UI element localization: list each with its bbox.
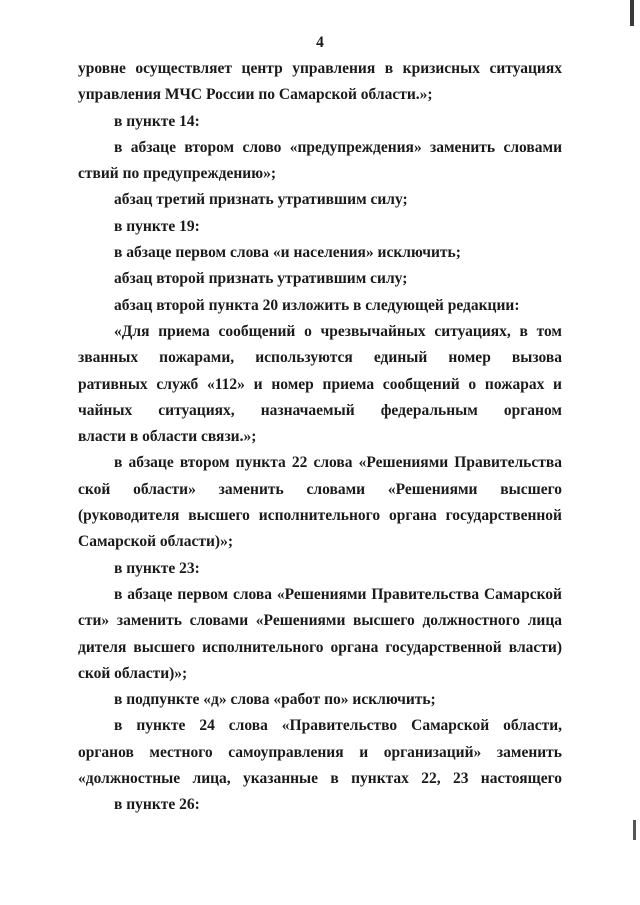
text-line: абзац второй пункта 20 изложить в следующей редакции: [114,296,520,314]
text-line: «должностные лица, указанные в пунктах 22, 23 настоящего [78,770,562,788]
text-line: в пункте 14: [114,112,200,130]
text-line: абзац второй признать утратившим силу; [114,270,408,288]
text-line: в абзаце первом слова «Решениями Правительства Самарской [114,585,562,603]
text-line: абзац третий признать утратившим силу; [114,191,408,209]
text-line: власти в области связи.»; [78,428,257,446]
text-line: ской области)»; [78,664,188,682]
text-line: в абзаце втором слово «предупреждения» заменить словами [114,138,562,156]
text-line: в пункте 24 слова «Правительство Самарской области, [114,717,562,735]
scan-edge-mark [630,0,634,26]
text-line: в абзаце первом слова «и населения» исключить; [114,244,461,262]
text-line: званных пожарами, используются единый номер вызова [78,349,562,367]
text-line: в пункте 23: [114,559,200,577]
document-body [78,56,562,819]
text-line: в подпункте «д» слова «работ по» исключить; [114,691,436,709]
scan-edge-mark [633,820,636,840]
text-line: в пункте 19: [114,217,200,235]
text-line: уровне осуществляет центр управления в кризисных ситуациях [78,60,562,77]
text-line: в пункте 26: [114,796,200,814]
text-line: управления МЧС России по Самарской области.»; [78,86,433,104]
page-number: 4 [316,34,324,51]
text-line: (руководителя высшего исполнительного органа государственной [78,507,562,525]
text-line: дителя высшего исполнительного органа государственной власти) [78,638,562,656]
text-line: ской области» заменить словами «Решениями высшего [78,480,562,498]
text-line: Самарской области)»; [78,533,233,551]
text-line: ративных служб «112» и номер приема сообщений о пожарах и [78,375,562,393]
text-line: чайных ситуациях, назначаемый федеральным органом [78,401,562,419]
text-line: органов местного самоуправления и организаций» заменить [78,743,562,761]
text-line: сти» заменить словами «Решениями высшего должностного лица [78,612,562,630]
text-line: «Для приема сообщений о чрезвычайных ситуациях, в том [114,322,562,340]
text-line: в абзаце втором пункта 22 слова «Решениями Правительства [114,454,562,472]
text-line: ствий по предупреждению»; [78,165,276,183]
